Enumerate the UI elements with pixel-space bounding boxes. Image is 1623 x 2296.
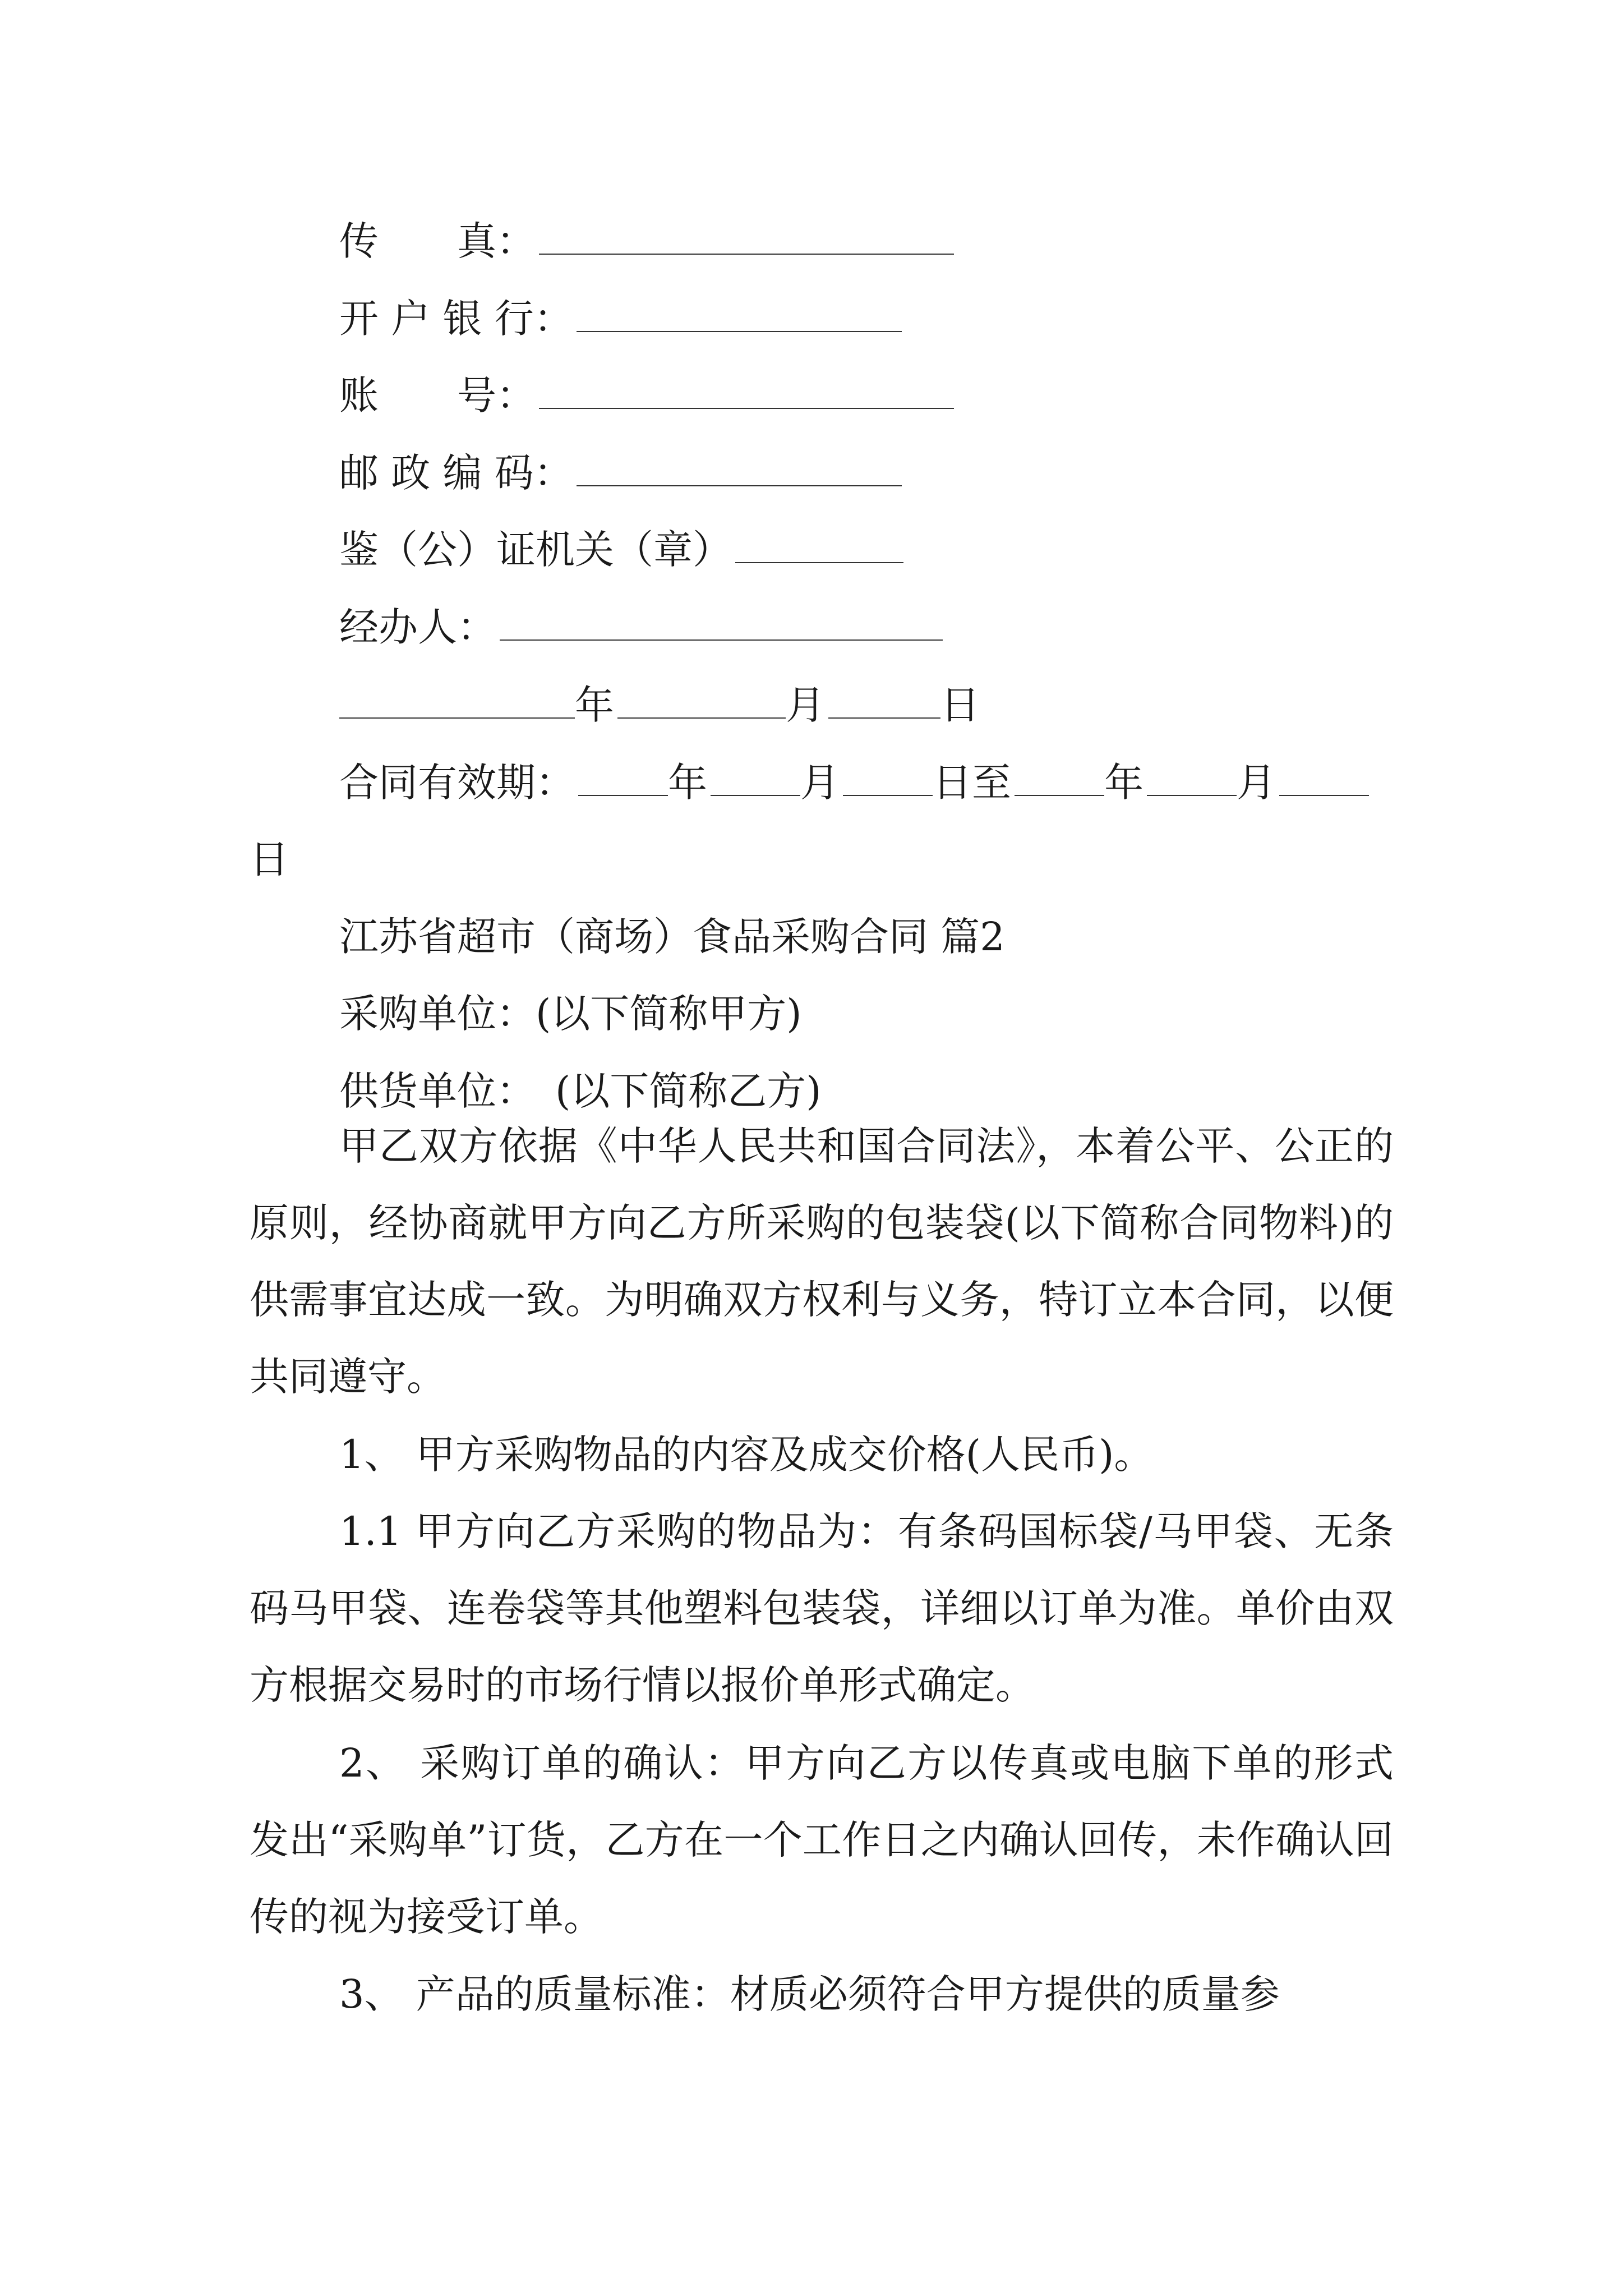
postcode-label: 邮 政 编 码： <box>339 450 573 496</box>
account-blank <box>539 403 954 409</box>
validity-blank-2 <box>711 790 800 796</box>
bank-blank <box>577 326 902 332</box>
handler-label: 经办人： <box>339 604 496 650</box>
validity-blank-5 <box>1147 790 1237 796</box>
validity-month-1: 月 <box>800 760 840 806</box>
paragraph-clause-1-1: 1.1 甲方向乙方采购的物品为：有条码国标袋/马甲袋、无条码马甲袋、连卷袋等其他塑料包装袋，详细以订单为准。单价由双方根据交易时的市场行情以报价单形式确定。 <box>250 1508 1394 1708</box>
validity-year-1: 年 <box>668 760 707 806</box>
account-label: 账 号： <box>339 372 536 418</box>
postcode-field <box>339 450 902 496</box>
year-label: 年 <box>575 682 614 728</box>
month-label: 月 <box>786 682 825 728</box>
postcode-blank <box>577 481 902 486</box>
year-blank <box>339 713 575 719</box>
day-blank <box>828 713 940 719</box>
supplier-line: 供货单位： (以下简称乙方) <box>339 1068 822 1114</box>
notary-blank <box>735 558 903 563</box>
paragraph-clause-1: 1、 甲方采购物品的内容及成交价格(人民币)。 <box>339 1432 1154 1478</box>
validity-month-2: 月 <box>1237 760 1276 806</box>
paragraph-clause-2: 2、 采购订单的确认：甲方向乙方以传真或电脑下单的形式发出“采购单”订货，乙方在一个工作日之内确认回传，未作确认回传的视为接受订单。 <box>250 1740 1394 1940</box>
validity-blank-3 <box>843 790 933 796</box>
validity-year-2: 年 <box>1104 760 1144 806</box>
paragraph-intro: 甲乙双方依据《中华人民共和国合同法》，本着公平、公正的原则，经协商就甲方向乙方所采购的包装袋(以下简称合同物料)的供需事宜达成一致。为明确双方权利与义务，特订立本合同，以便共同遵守。 <box>250 1123 1394 1400</box>
account-field <box>339 372 954 418</box>
handler-blank <box>500 635 943 641</box>
contract-title: 江苏省超市（商场）食品采购合同 篇2 <box>339 914 1005 960</box>
month-blank <box>617 713 786 719</box>
buyer-line: 采购单位：(以下简称甲方) <box>339 991 802 1037</box>
validity-day-2: 日 <box>250 836 289 882</box>
bank-field <box>339 296 902 342</box>
bank-label: 开 户 银 行： <box>339 296 573 342</box>
fax-field <box>339 218 954 264</box>
validity-blank-6 <box>1279 790 1369 796</box>
paragraph-clause-3: 3、 产品的质量标准：材质必须符合甲方提供的质量参 <box>339 1971 1280 2017</box>
validity-line <box>339 760 1369 806</box>
fax-blank <box>539 249 954 255</box>
validity-label: 合同有效期： <box>339 760 575 806</box>
validity-day-1: 日至 <box>933 760 1011 806</box>
handler-field <box>339 604 943 650</box>
notary-label: 鉴（公）证机关（章） <box>339 527 732 573</box>
date-line <box>339 682 980 728</box>
notary-field <box>339 527 903 573</box>
validity-blank-4 <box>1015 790 1104 796</box>
fax-label: 传 真： <box>339 218 536 264</box>
day-label: 日 <box>940 682 980 728</box>
validity-blank-1 <box>578 790 668 796</box>
